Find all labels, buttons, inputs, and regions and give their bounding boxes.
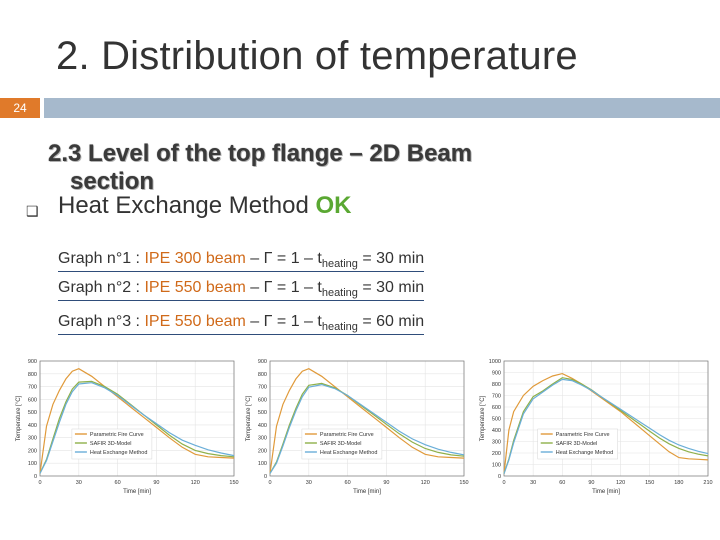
x-tick-label: 30 [305,480,312,486]
x-tick-label: 0 [38,480,42,486]
x-tick-label: 150 [229,480,239,486]
chart-graph-2 [244,355,470,500]
y-tick-label: 100 [491,462,501,469]
y-tick-label: 0 [497,474,501,480]
x-tick-label: 30 [75,480,82,486]
graph-caption-prefix: Graph n°3 : [58,313,145,330]
x-tick-label: 30 [530,480,537,486]
y-tick-label: 500 [27,410,37,417]
legend-entry: Heat Exchange Method [319,450,378,456]
y-tick-label: 500 [257,410,267,417]
x-tick-label: 0 [502,480,506,486]
legend-entry: Parametric Fire Curve [89,432,144,438]
x-tick-label: 0 [268,480,272,486]
y-tick-label: 1000 [488,359,501,365]
x-tick-label: 180 [674,480,684,486]
y-tick-label: 600 [257,397,267,404]
graph-caption-gamma: – Γ = 1 – t [245,313,322,330]
y-axis-label: Temperature [°C] [480,395,486,442]
y-axis-label: Temperature [°C] [246,395,252,442]
legend-entry: SAFIR 3D-Model [555,441,598,447]
y-tick-label: 700 [491,393,501,400]
method-label: Heat Exchange Method [58,192,309,219]
y-tick-label: 100 [27,461,37,468]
y-tick-label: 100 [257,461,267,468]
x-tick-label: 90 [588,480,595,486]
x-tick-label: 60 [344,480,351,486]
y-tick-label: 300 [27,435,37,442]
y-tick-label: 300 [257,435,267,442]
title-rule [44,98,720,118]
x-tick-label: 120 [190,480,200,486]
y-tick-label: 400 [257,422,267,429]
series-line [270,383,464,473]
graph-caption-1 [58,250,424,272]
y-tick-label: 600 [491,405,501,411]
chart-graph-3 [478,355,714,500]
legend-entry: SAFIR 3D-Model [89,441,132,447]
y-tick-label: 600 [27,397,37,404]
y-tick-label: 400 [27,422,37,429]
x-tick-label: 210 [703,480,713,486]
y-tick-label: 800 [27,371,37,378]
x-tick-label: 90 [153,480,160,486]
y-tick-label: 800 [491,382,501,388]
y-tick-label: 200 [257,448,267,455]
y-tick-label: 800 [257,371,267,378]
legend-entry: Heat Exchange Method [555,450,614,456]
graph-caption-sub: heating [321,321,358,333]
x-tick-label: 60 [559,480,566,486]
bullet-icon: ❑ [26,203,39,219]
series-line [504,379,708,473]
graph-caption-sub: heating [321,287,358,299]
y-tick-label: 200 [27,448,37,455]
legend-entry: SAFIR 3D-Model [319,441,362,447]
legend-entry: Heat Exchange Method [89,450,148,456]
y-tick-label: 200 [491,451,501,457]
x-tick-label: 150 [459,480,469,486]
method-status: OK [315,192,352,219]
method-bullet [58,192,352,220]
graph-caption-time: = 60 min [357,313,425,330]
graph-caption-time: = 30 min [357,250,425,267]
graph-caption-spec: IPE 300 beam [144,250,246,267]
graph-caption-sub: heating [321,258,358,270]
y-tick-label: 900 [27,359,37,365]
y-tick-label: 900 [491,370,501,377]
graph-caption-prefix: Graph n°1 : [58,250,145,267]
slide-title: 2. Distribution of temperature [56,34,578,78]
x-axis-label: Time [min] [592,489,620,495]
section-heading [48,140,568,196]
section-heading-line2: section [70,168,155,195]
y-tick-label: 500 [491,416,501,423]
x-tick-label: 90 [383,480,390,486]
y-tick-label: 0 [263,474,267,480]
x-tick-label: 150 [645,480,655,486]
chart-graph-1 [14,355,240,500]
y-tick-label: 400 [491,428,501,434]
series-line [40,381,234,473]
graph-caption-spec: IPE 550 beam [144,313,246,330]
graph-caption-gamma: – Γ = 1 – t [245,279,322,296]
graph-caption-gamma: – Γ = 1 – t [245,250,322,267]
y-tick-label: 700 [27,384,37,391]
y-tick-label: 300 [491,439,501,446]
slide-number: 24 [0,98,40,118]
graph-caption-prefix: Graph n°2 : [58,279,145,296]
x-axis-label: Time [min] [353,489,381,495]
graph-caption-time: = 30 min [357,279,425,296]
y-axis-label: Temperature [°C] [16,395,22,442]
graph-caption-3 [58,313,424,335]
x-tick-label: 60 [114,480,121,486]
x-tick-label: 120 [420,480,430,486]
x-axis-label: Time [min] [123,489,151,495]
y-tick-label: 0 [33,474,37,480]
legend-entry: Parametric Fire Curve [319,432,374,438]
section-heading-line1: 2.3 Level of the top flange – 2D Beam [48,140,473,167]
graph-caption-2 [58,279,424,301]
series-line [504,378,708,474]
y-tick-label: 700 [257,384,267,391]
legend-entry: Parametric Fire Curve [555,432,610,438]
x-tick-label: 120 [615,480,626,486]
y-tick-label: 900 [257,359,267,365]
graph-caption-spec: IPE 550 beam [144,279,246,296]
